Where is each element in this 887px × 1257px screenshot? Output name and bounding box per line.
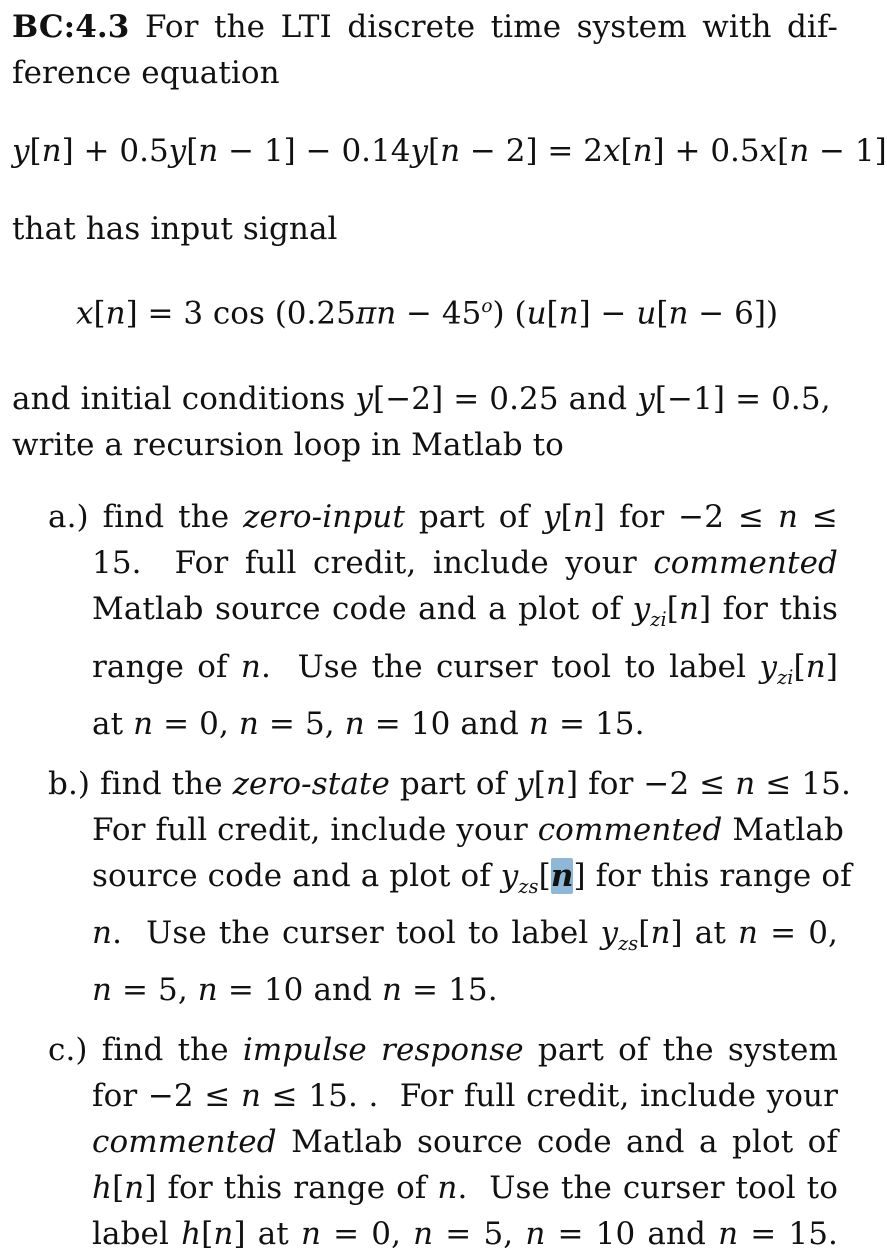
problem-intro-line-2: ference equation: [12, 55, 280, 91]
part-c-line-4: h[n] for this range of n. Use the curser tool to: [92, 1170, 838, 1207]
part-c-line-2: for −2 ≤ n ≤ 15. . For full credit, include your: [92, 1078, 838, 1115]
problem-label: BC:4.3: [12, 9, 130, 45]
text-selection-highlight: n: [550, 857, 574, 894]
initial-conditions: and initial conditions y[−2] = 0.25 and y[−1] = 0.5,: [12, 381, 831, 418]
difference-equation: y[n] + 0.5y[n − 1] − 0.14y[n − 2] = 2x[n] + 0.5x[n − 1]: [12, 133, 887, 169]
task-line: write a recursion loop in Matlab to: [12, 427, 564, 464]
part-a: [12, 494, 838, 746]
part-c: [12, 1027, 838, 1257]
intro-text: For the LTI discrete time system with dif-: [144, 9, 838, 45]
part-c-line-3: commented Matlab source code and a plot of: [92, 1124, 838, 1161]
part-a-line-5: at n = 0, n = 5, n = 10 and n = 15.: [92, 705, 645, 742]
part-b-line-3: source code and a plot of $y_{zs}[n]$ for this range of: [92, 857, 852, 898]
part-c-line-1: c.) find the impulse response part of the system: [48, 1032, 839, 1069]
part-b: [12, 761, 852, 1013]
input-equation: x[n] = 3 $\cos (0.25\pi n - 45^o)$ (u[n] − u[n − 6]): [76, 295, 779, 332]
problem-intro-line-1: [12, 4, 838, 50]
part-b-line-1: b.) find the zero-state part of y[n] for −2 ≤ n ≤ 15.: [48, 765, 851, 802]
part-a-line-4: range of n. Use the curser tool to label $y_{zi}[n]$: [92, 648, 839, 689]
part-a-line-3: Matlab source code and a plot of $y_{zi}[n]$ for this: [92, 591, 838, 632]
part-b-line-5: n = 5, n = 10 and n = 15.: [92, 972, 498, 1009]
part-a-line-1: a.) find the zero-input part of y[n] for −2 ≤ n ≤: [48, 499, 838, 536]
input-intro: that has input signal: [12, 211, 338, 247]
part-c-line-5: label h[n] at n = 0, n = 5, n = 10 and n = 15.: [92, 1216, 838, 1253]
part-a-line-2: 15. For full credit, include your commented: [92, 545, 838, 582]
part-b-line-2: For full credit, include your commented Matlab: [92, 811, 844, 848]
part-b-line-4: n. Use the curser tool to label $y_{zs}[n]$ at n = 0,: [92, 914, 838, 956]
